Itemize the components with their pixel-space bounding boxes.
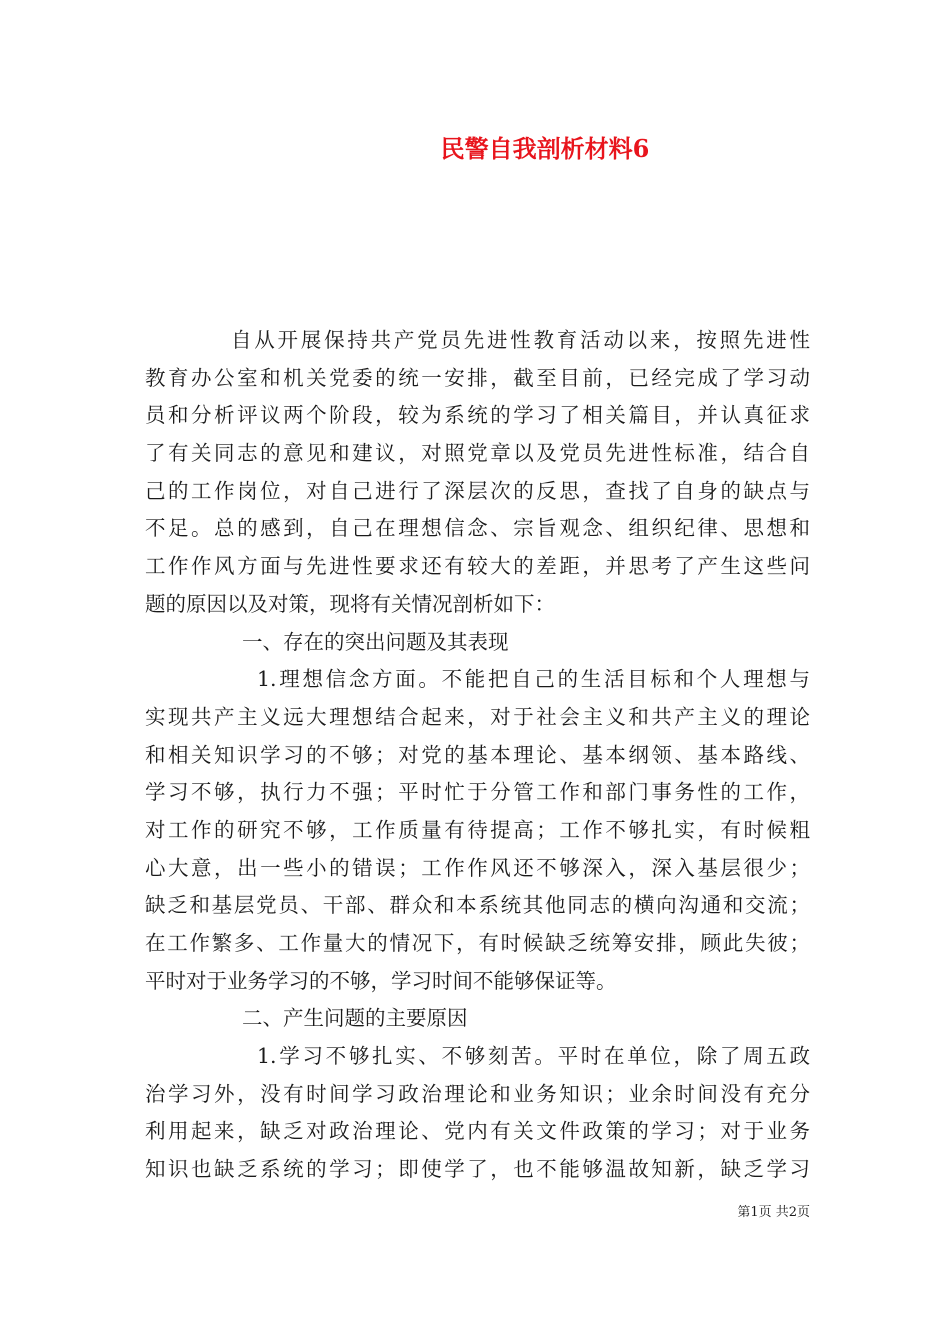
text-line: 工作作风方面与先进性要求还有较大的差距，并思考了产生这些问 xyxy=(145,554,810,579)
text-line: 自从开展保持共产党员先进性教育活动以来，按照先进性 xyxy=(231,328,810,352)
text-line: 教育办公室和机关党委的统一安排，截至目前，已经完成了学习动 xyxy=(145,365,810,390)
text-line: 了有关同志的意见和建议，对照党章以及党员先进性标准，结合自 xyxy=(145,441,810,466)
text-line: 缺乏和基层党员、干部、群众和本系统其他同志的横向沟通和交流； xyxy=(145,893,810,918)
text-line: 1.学习不够扎实、不够刻苦。平时在单位，除了周五政 xyxy=(257,1044,810,1069)
text-line: 题的原因以及对策，现将有关情况剖析如下： xyxy=(145,591,555,616)
document-title: 民警自我剖析材料6 xyxy=(440,134,650,163)
text-line: 不足。总的感到，自己在理想信念、宗旨观念、组织纪律、思想和 xyxy=(145,516,810,541)
text-line: 知识也缺乏系统的学习；即使学了，也不能够温故知新，缺乏学习 xyxy=(145,1157,810,1182)
text-line: 实现共产主义远大理想结合起来，对于社会主义和共产主义的理论 xyxy=(145,704,810,729)
text-line: 己的工作岗位，对自己进行了深层次的反思，查找了自身的缺点与 xyxy=(145,478,810,503)
document-body xyxy=(145,322,810,1189)
text-line: 学习不够，执行力不强；平时忙于分管工作和部门事务性的工作， xyxy=(145,780,810,805)
text-line: 利用起来，缺乏对政治理论、党内有关文件政策的学习；对于业务 xyxy=(145,1119,810,1144)
text-line: 治学习外，没有时间学习政治理论和业务知识；业余时间没有充分 xyxy=(145,1081,810,1106)
section-heading: 二、产生问题的主要原因 xyxy=(242,1006,468,1031)
text-line: 在工作繁多、工作量大的情况下，有时候缺乏统筹安排，顾此失彼； xyxy=(145,931,810,955)
text-line: 平时对于业务学习的不够，学习时间不能够保证等。 xyxy=(145,968,617,993)
section-heading: 一、存在的突出问题及其表现 xyxy=(242,629,509,654)
text-line: 和相关知识学习的不够；对党的基本理论、基本纲领、基本路线、 xyxy=(145,742,810,767)
text-line: 员和分析评议两个阶段，较为系统的学习了相关篇目，并认真征求 xyxy=(145,403,810,428)
text-line: 心大意，出一些小的错误；工作作风还不够深入，深入基层很少； xyxy=(145,855,810,880)
page-number: 第1页 共2页 xyxy=(737,1205,810,1220)
text-line: 1.理想信念方面。不能把自己的生活目标和个人理想与 xyxy=(257,667,810,692)
text-line: 对工作的研究不够，工作质量有待提高；工作不够扎实，有时候粗 xyxy=(145,817,810,842)
